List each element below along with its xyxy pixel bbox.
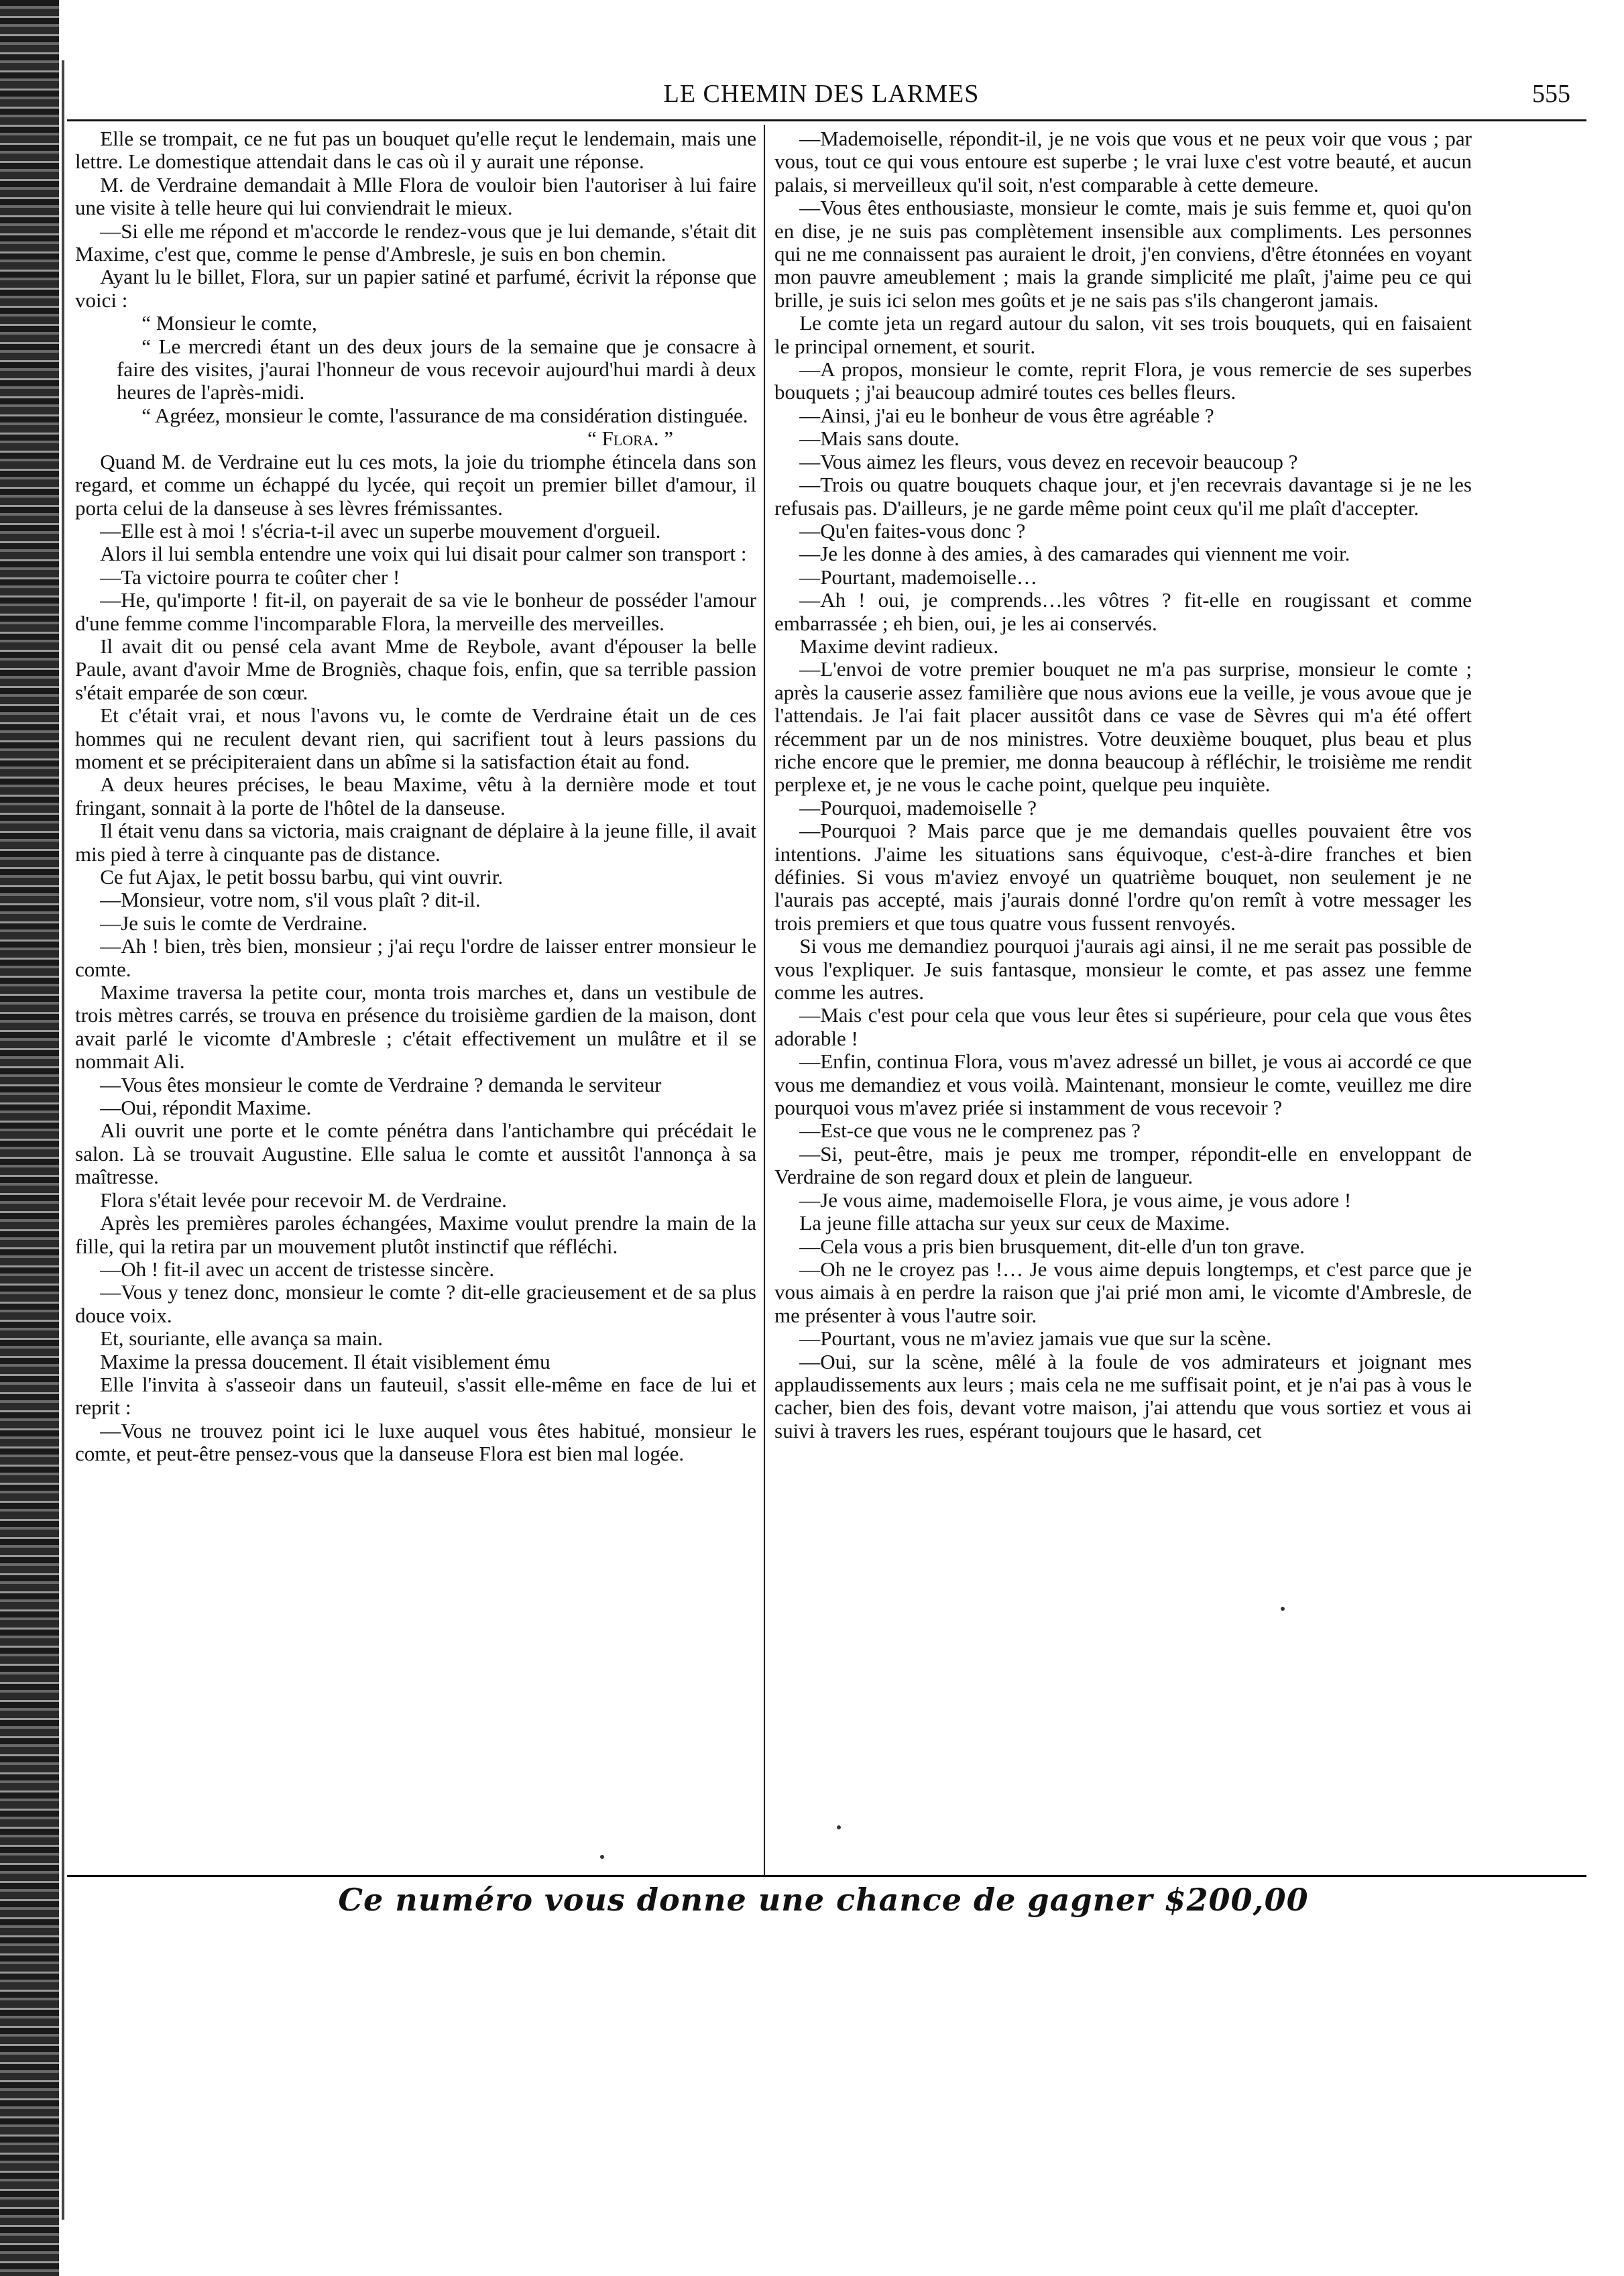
paragraph: —Mais c'est pour cela que vous leur êtes si supérieure, pour cela que vous êtes adorable ! [774, 1003, 1472, 1050]
paragraph: —Oui, répondit Maxime. [100, 1096, 312, 1120]
paragraph: “ Le mercredi étant un des deux jours de la semaine que je consacre à faire des visites, j'aurai l'honneur de vous recevoir aujourd'hui mardi à deux heures de l'après-midi. [117, 334, 756, 404]
running-title: LE CHEMIN DES LARMES [663, 80, 980, 108]
paragraph: —Je suis le comte de Verdraine. [100, 911, 368, 935]
paragraph: Maxime devint radieux. [799, 634, 999, 658]
paragraph: —Mademoiselle, répondit-il, je ne vois que vous et ne peux voir que vous ; par vous, tout ce qui vous entoure est superbe ; le vrai luxe c'est votre beauté, et aucun palais, si merveilleux qu'il soit, n'est comparable à cette demeure. [774, 127, 1472, 196]
paragraph: —Cela vous a pris bien brusquement, dit-elle d'un ton grave. [799, 1234, 1305, 1258]
page-header [60, 79, 1582, 119]
paragraph: —Oh ne le croyez pas !… Je vous aime depuis longtemps, et c'est parce que je vous aimais à en perdre la raison que j'ai prié mon ami, le vicomte d'Ambresle, de me présenter à vous l'autre soir. [774, 1257, 1472, 1327]
paragraph: “ Monsieur le comte, [141, 311, 317, 335]
paragraph: —L'envoi de votre premier bouquet ne m'a pas surprise, monsieur le comte ; après la causerie assez familière que nous avions eue la veille, je vous avoue que je l'attendais. Je l'ai fait placer aussitôt dans ce vase de Sèvres qui m'a été offert récemment par un de nos ministres. Votre deuxième bouquet, plus beau et plus riche encore que le premier, me donna beaucoup à réfléchir, le troisième me rendit perplexe et, je ne vous le cache point, quelque peu inquiète. [774, 657, 1472, 797]
paragraph: Ayant lu le billet, Flora, sur un papier satiné et parfumé, écrivit la réponse que voici : [75, 265, 756, 312]
paragraph: Il était venu dans sa victoria, mais craignant de déplaire à la jeune fille, il avait mis pied à terre à cinquante pas de distance. [75, 819, 756, 866]
paragraph: —Je les donne à des amies, à des camarades qui viennent me voir. [799, 542, 1350, 566]
ink-speck [600, 1855, 604, 1859]
paragraph: Et, souriante, elle avança sa main. [100, 1326, 383, 1351]
paragraph: —Si elle me répond et m'accorde le rendez-vous que je lui demande, s'était dit Maxime, c'est que, comme le pense d'Ambresle, je suis en bon chemin. [75, 219, 756, 266]
paragraph: Elle l'invita à s'asseoir dans un fauteuil, s'assit elle-même en face de lui et reprit : [75, 1372, 756, 1420]
footer-rule [67, 1875, 1586, 1877]
paragraph: —Oui, sur la scène, mêlé à la foule de vos admirateurs et joignant mes applaudissements aux leurs ; mais cela ne me suffisait point, et je n'ai pas à vous le cacher, bien des fois, devant votre maison, j'ai attendu que vous sortiez et vous ai suivi à travers les rues, espérant toujours que le hasard, cet [774, 1349, 1472, 1442]
paragraph: —He, qu'importe ! fit-il, on payerait de sa vie le bonheur de posséder l'amour d'une femme comme l'incomparable Flora, la merveille des merveilles. [75, 588, 756, 635]
paragraph: —Qu'en faites-vous donc ? [799, 518, 1026, 543]
paragraph: Et c'était vrai, et nous l'avons vu, le comte de Verdraine était un de ces hommes qui ne reculent devant rien, qui sacrifient tout à leurs passions du moment et se précipiteraient dans un abîme si la satisfaction était au fond. [75, 703, 756, 773]
paragraph: —Si, peut-être, mais je peux me tromper, répondit-elle en enveloppant de Verdraine de son regard doux et plein de langueur. [774, 1141, 1472, 1189]
paragraph: —Est-ce que vous ne le comprenez pas ? [799, 1119, 1141, 1143]
paragraph: —Trois ou quatre bouquets chaque jour, et j'en recevrais davantage si je ne les refusais pas. D'ailleurs, je ne garde même point ceux qu'il me plaît d'accepter. [774, 473, 1472, 520]
paragraph: Maxime la pressa doucement. Il était visiblement ému [100, 1349, 550, 1373]
page-number: 555 [1532, 80, 1570, 108]
paragraph: —Mais sans doute. [799, 426, 960, 451]
ink-speck [1281, 1607, 1285, 1611]
page-binding-edge [0, 0, 59, 2276]
paragraph: Si vous me demandiez pourquoi j'aurais agi ainsi, il ne me serait pas possible de vous l'expliquer. Je suis fantasque, monsieur le comte, et pas assez une femme comme les autres. [774, 934, 1472, 1005]
paragraph: —Pourquoi ? Mais parce que je me demandais quelles pouvaient être vos intentions. J'aime les situations sans équivoque, c'est-à-dire franches et bien définies. Si vous m'aviez envoyé un quatrième bouquet, non seulement je ne l'aurais pas accepté, mais j'aurais donné l'ordre qu'on remît à votre messager les trois premiers et que tous quatre vous fussent renvoyés. [774, 819, 1472, 935]
paragraph: Quand M. de Verdraine eut lu ces mots, la joie du triomphe étincela dans son regard, et comme un échappé du lycée, qui reçoit un premier billet d'amour, il porta celui de la danseuse à ses lèvres frémissantes. [75, 449, 756, 520]
paragraph: La jeune fille attacha sur yeux sur ceux de Maxime. [799, 1211, 1230, 1235]
paragraph: —Ta victoire pourra te coûter cher ! [100, 565, 400, 589]
paragraph: —Elle est à moi ! s'écria-t-il avec un superbe mouvement d'orgueil. [100, 518, 661, 543]
paragraph: A deux heures précises, le beau Maxime, vêtu à la dernière mode et tout fringant, sonnait à la porte de l'hôtel de la danseuse. [75, 773, 756, 819]
paragraph: —A propos, monsieur le comte, reprit Flora, je vous remercie de ses superbes bouquets ; j'ai beaucoup admiré toutes ces belles fleurs. [774, 357, 1472, 404]
paragraph: —Ah ! bien, très bien, monsieur ; j'ai reçu l'ordre de laisser entrer monsieur le comte. [75, 934, 756, 981]
paragraph: —Ah ! oui, je comprends…les vôtres ? fit-elle en rougissant et comme embarrassée ; eh bien, oui, je les ai conservés. [774, 588, 1472, 635]
paragraph: Le comte jeta un regard autour du salon, vit ses trois bouquets, qui en faisaient le principal ornement, et sourit. [774, 311, 1472, 358]
paragraph: —Je vous aime, mademoiselle Flora, je vous aime, je vous adore ! [799, 1188, 1352, 1212]
paragraph: M. de Verdraine demandait à Mlle Flora de vouloir bien l'autoriser à lui faire une visite à telle heure qui lui conviendrait le mieux. [75, 172, 756, 220]
paragraph: —Ainsi, j'ai eu le bonheur de vous être agréable ? [799, 403, 1214, 427]
paragraph: Ce fut Ajax, le petit bossu barbu, qui vint ouvrir. [100, 865, 504, 889]
column-divider [764, 125, 765, 1875]
paragraph: —Monsieur, votre nom, s'il vous plaît ? dit-il. [100, 888, 481, 912]
paragraph: “ Flora. ” [587, 426, 673, 451]
paragraph: —Oh ! fit-il avec un accent de tristesse sincère. [100, 1257, 495, 1281]
paragraph: Il avait dit ou pensé cela avant Mme de Reybole, avant d'épouser la belle Paule, avant d'avoir Mme de Brogniès, chaque fois, enfin, que sa terrible passion s'était emparée de son cœur. [75, 634, 756, 704]
paragraph: —Pourtant, vous ne m'aviez jamais vue que sur la scène. [799, 1326, 1271, 1351]
paragraph: Après les premières paroles échangées, Maxime voulut prendre la main de la fille, qui la retira par un mouvement plutôt instinctif que réfléchi. [75, 1211, 756, 1258]
paragraph: —Vous y tenez donc, monsieur le comte ? dit-elle gracieusement et de sa plus douce voix. [75, 1280, 756, 1327]
paragraph: —Vous êtes enthousiaste, monsieur le comte, mais je suis femme et, quoi qu'on en dise, je ne suis pas complètement insensible aux compliments. Les personnes qui ne me connaissent pas auraient le droit, j'en conviens, d'être étonnées en voyant mon pauvre ameublement ; mais la grande simplicité me plaît, j'aime peu ce qui brille, je suis ici selon mes goûts et je ne sais pas s'ils changeront jamais. [774, 196, 1472, 312]
header-rule [67, 119, 1586, 121]
paragraph: —Pourtant, mademoiselle… [799, 565, 1037, 589]
paragraph: “ Agréez, monsieur le comte, l'assurance de ma considération distinguée. [141, 403, 748, 427]
paragraph: Ali ouvrit une porte et le comte pénétra dans l'antichambre qui précédait le salon. Là se trouvait Augustine. Elle salua le comte et aussitôt l'annonça à sa maîtresse. [75, 1119, 756, 1189]
paragraph: —Enfin, continua Flora, vous m'avez adressé un billet, je vous ai accordé ce que vous me demandiez et vous voilà. Maintenant, monsieur le comte, veuillez me dire pourquoi vous m'avez priée si instamment de vous recevoir ? [774, 1049, 1472, 1120]
left-column [75, 127, 756, 1871]
paragraph: —Vous ne trouvez point ici le luxe auquel vous êtes habitué, monsieur le comte, et peut-être pensez-vous que la danseuse Flora est bien mal logée. [75, 1418, 756, 1466]
paragraph: Flora s'était levée pour recevoir M. de Verdraine. [100, 1188, 507, 1212]
paragraph: Elle se trompait, ce ne fut pas un bouquet qu'elle reçut le lendemain, mais une lettre. Le domestique attendait dans le cas où il y aurait une réponse. [75, 127, 756, 174]
paragraph: Alors il lui sembla entendre une voix qui lui disait pour calmer son transport : [100, 542, 747, 566]
paragraph: —Vous aimez les fleurs, vous devez en recevoir beaucoup ? [799, 449, 1298, 473]
paragraph: —Vous êtes monsieur le comte de Verdraine ? demanda le serviteur [100, 1072, 662, 1096]
ink-speck [837, 1825, 841, 1829]
paragraph: Maxime traversa la petite cour, monta trois marches et, dans un vestibule de trois mètres carrés, se trouva en présence du troisième gardien de la maison, dont avait parlé le vicomte d'Ambresle ; c'était effectivement un mulâtre et il se nommait Ali. [75, 980, 756, 1074]
lottery-notice: Ce numéro vous donne une chance de gagner $200,00 [338, 1882, 1309, 1918]
right-column [774, 127, 1472, 1871]
paragraph: —Pourquoi, mademoiselle ? [799, 795, 1037, 819]
